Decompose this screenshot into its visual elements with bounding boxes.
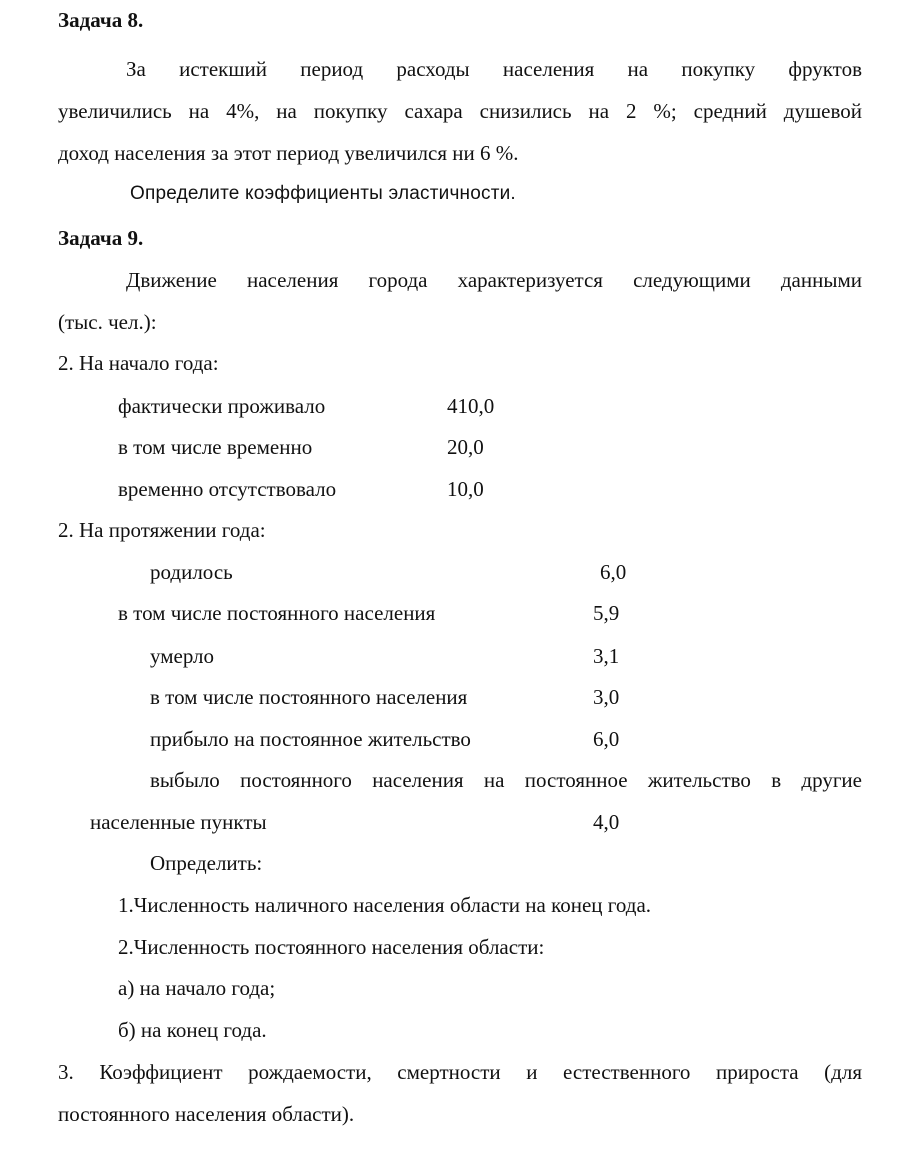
task8-paragraph-line-2: увеличились на 4%, на покупку сахара снизились на 2 %; средний душевой xyxy=(58,99,862,123)
section2-row-label: родилось xyxy=(150,560,233,584)
section1-row-label: фактически проживало xyxy=(118,394,326,418)
section2-last-line-2: населенные пункты xyxy=(90,810,267,834)
determine-item-2: 2.Численность постоянного населения области: xyxy=(118,935,545,959)
section1-heading: 2. На начало года: xyxy=(58,351,219,375)
section1-row-value: 10,0 xyxy=(447,477,484,501)
determine-item-1: 1.Численность наличного населения области на конец года. xyxy=(118,893,652,917)
determine-item-2b: б) на конец года. xyxy=(118,1018,267,1042)
section1-row-label: в том числе временно xyxy=(118,435,313,459)
determine-heading: Определить: xyxy=(150,851,263,875)
section2-row-value: 3,1 xyxy=(593,644,620,668)
section2-heading: 2. На протяжении года: xyxy=(58,518,266,542)
determine-item-3-line-2: постоянного населения области). xyxy=(58,1102,355,1126)
task9-title: Задача 9. xyxy=(58,226,144,250)
section2-row-value: 6,0 xyxy=(593,727,620,751)
section2-row-label: умерло xyxy=(150,644,215,668)
task8-paragraph-line-3: доход населения за этот период увеличился ни 6 %. xyxy=(58,141,519,165)
section2-row-label: в том числе постоянного населения xyxy=(150,685,468,709)
section2-row-value: 6,0 xyxy=(600,560,627,584)
section2-row-value: 3,0 xyxy=(593,685,620,709)
section2-row-value: 5,9 xyxy=(593,601,620,625)
section2-last-value: 4,0 xyxy=(593,810,620,834)
determine-item-2a: а) на начало года; xyxy=(118,976,276,1000)
section2-row-label: в том числе постоянного населения xyxy=(118,601,436,625)
task8-title: Задача 8. xyxy=(58,8,144,32)
section2-last-line-1: выбыло постоянного населения на постоянное жительство в другие xyxy=(150,768,862,792)
section1-row-label: временно отсутствовало xyxy=(118,477,337,501)
task8-paragraph-line-1: За истекший период расходы населения на покупку фруктов xyxy=(126,57,862,81)
determine-item-3-line-1: 3. Коэффициент рождаемости, смертности и естественного прироста (для xyxy=(58,1060,862,1084)
task9-intro-line-1: Движение населения города характеризуется следующими данными xyxy=(126,268,862,292)
task8-question: Определите коэффициенты эластичности. xyxy=(130,183,516,204)
section2-row-label: прибыло на постоянное жительство xyxy=(150,727,471,751)
task9-intro-line-2: (тыс. чел.): xyxy=(58,310,157,334)
section1-row-value: 20,0 xyxy=(447,435,484,459)
section1-row-value: 410,0 xyxy=(447,394,495,418)
